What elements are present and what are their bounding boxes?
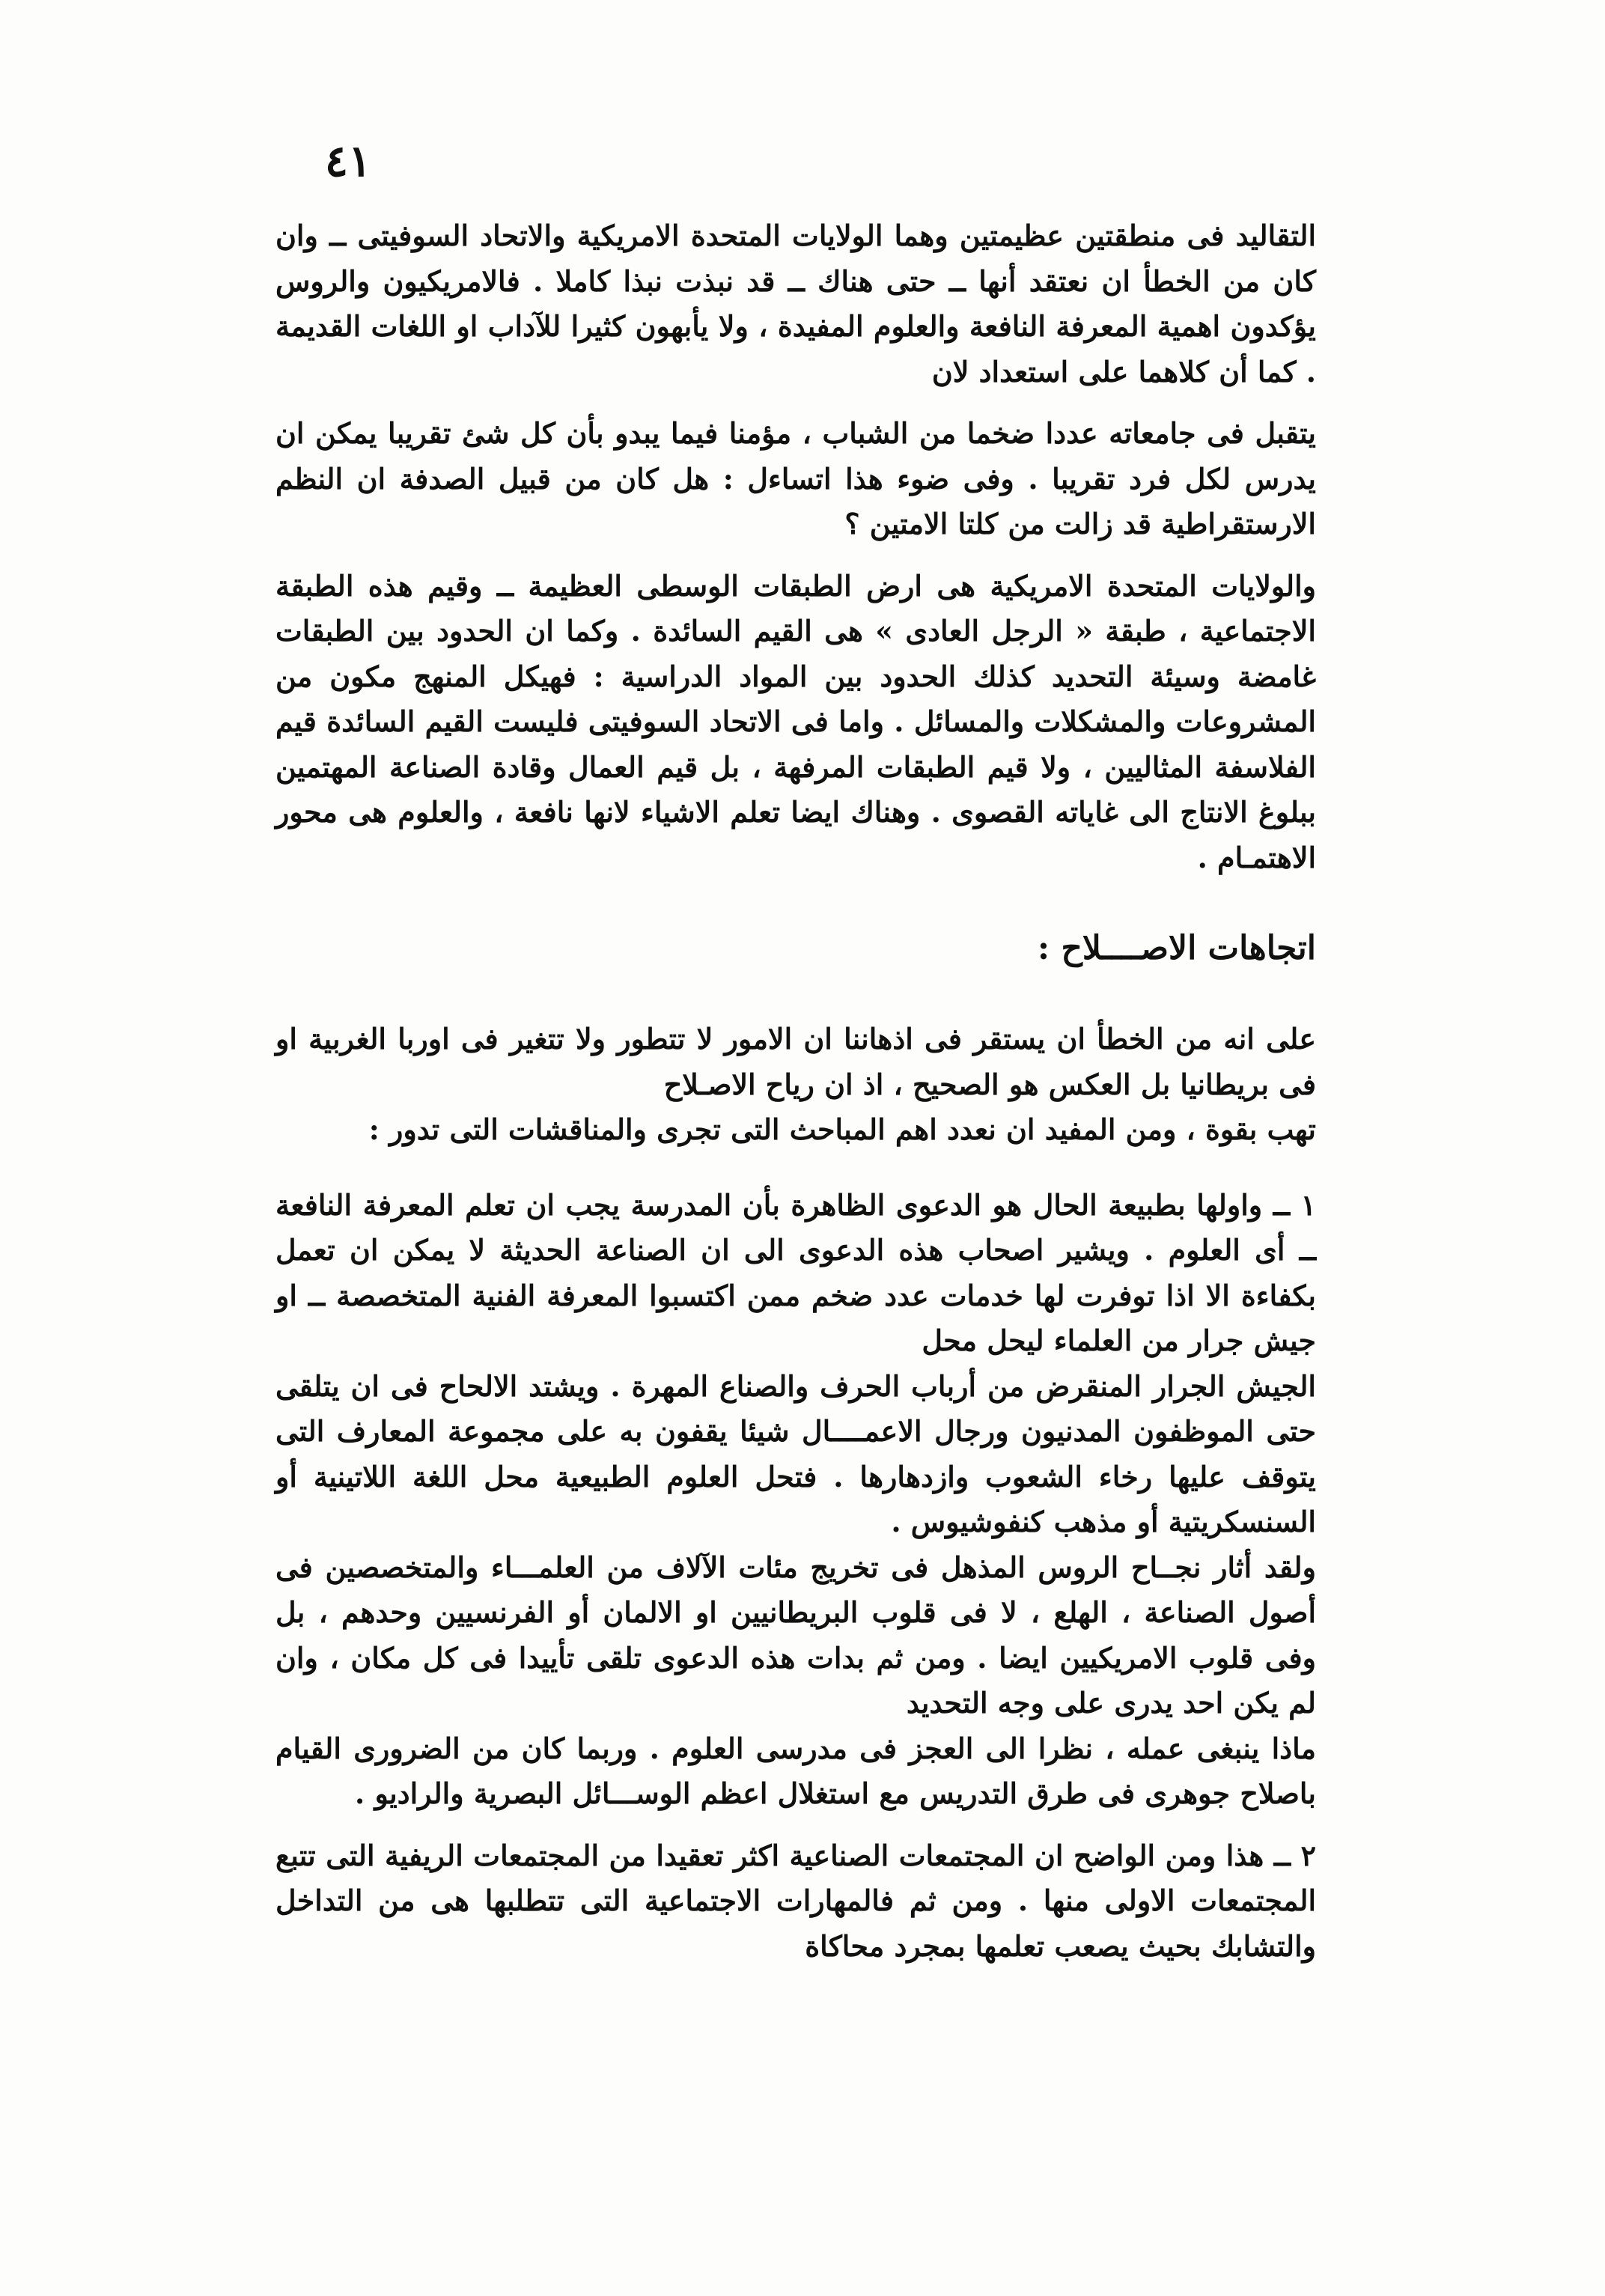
paragraph-gap [275, 395, 1316, 411]
page-number: ٤١ [324, 135, 372, 186]
paragraph-gap [275, 1817, 1316, 1833]
paragraph-7: الجيش الجرار المنقرض من أرباب الحرف والصناع المهرة . ويشتد الالحاح فى ان يتلقى حتى الموظفون المدنيون ورجال الاعمــــال شيئا يقفون به على مجموعة المعارف التى يتوقف عليها رخاء الشعوب وازدهارها . فتحل العلوم الطبيعية محل اللغة اللاتينية أو السنسكريتية أو مذهب كنفوشيوس . [275, 1368, 1316, 1538]
section-gap [275, 880, 1316, 924]
body-text [275, 213, 1316, 1969]
section-gap [275, 973, 1316, 1017]
paragraph-2: يتقبل فى جامعاته عددا ضخما من الشباب ، مؤمنا فيما يبدو بأن كل شئ تقريبا يمكن ان يدرس لكل فرد تقريبا . وفى ضوء هذا اتساءل : هل كان من قبيل الصدفة ان النظم الارستقراطية قد زالت من كلتا الامتين ؟ [275, 416, 1316, 540]
paragraph-3: والولايات المتحدة الامريكية هى ارض الطبقات الوسطى العظيمة ــ وقيم هذه الطبقة الاجتماعية ، طبقة « الرجل العادى » هى القيم السائدة . وكما ان الحدود بين الطبقات غامضة وسيئة التحديد كذلك الحدود بين المواد الدراسية : فهيكل المنهج مكون من المشروعات والمشكلات والمسائل . واما فى الاتحاد السوفيتى فليست القيم السائدة قيم الفلاسفة المثاليين ، ولا قيم الطبقات المرفهة ، بل قيم العمال وقادة الصناعة المهتمين ببلوغ الانتاج الى غاياته القصوى . وهناك ايضا تعلم الاشياء لانها نافعة ، والعلوم هى محور الاهتمـام . [275, 568, 1316, 874]
paragraph-8: ولقد أثار نجــاح الروس المذهل فى تخريج مئات الآلاف من العلمـــاء والمتخصصين فى أصول الصناعة ، الهلع ، لا فى قلوب البريطانيين او الالمان أو الفرنسيين وحدهم ، بل وفى قلوب الامريكيين ايضا . ومن ثم بدات هذه الدعوى تلقى تأييدا فى كل مكان ، وان لم يكن احد يدرى على وجه التحديد [275, 1550, 1316, 1720]
paragraph-5: تهب بقوة ، ومن المفيد ان نعدد اهم المباحث التى تجرى والمناقشات التى تدور : [368, 1112, 1316, 1146]
paragraph-9: ماذا ينبغى عمله ، نظرا الى العجز فى مدرسى العلوم . وربما كان من الضرورى القيام باصلاح جوهرى فى طرق التدريس مع استغلال اعظم الوســـائل البصرية والراديو . [275, 1731, 1316, 1810]
paragraph-4: على انه من الخطأ ان يستقر فى اذهاننا ان الامور لا تتطور ولا تتغير فى اوربا الغربية او فى بريطانيا بل العكس هو الصحيح ، اذ ان رياح الاصـلاح [275, 1022, 1316, 1101]
paragraph-10: ٢ ــ هذا ومن الواضح ان المجتمعات الصناعية اكثر تعقيدا من المجتمعات الريفية التى تتبع المجتمعات الاولى منها . ومن ثم فالمهارات الاجتماعية التى تتطلبها هى من التداخل والتشابك بحيث يصعب تعلمها بمجرد محاكاة [275, 1838, 1316, 1963]
paragraph-gap [275, 1153, 1316, 1183]
section-heading: اتجاهات الاصــــلاح : [1037, 929, 1316, 967]
paragraph-1: التقاليد فى منطقتين عظيمتين وهما الولايات المتحدة الامريكية والاتحاد السوفيتى ــ وان كان من الخطأ ان نعتقد أنها ــ حتى هناك ــ قد نبذت نبذا كاملا . فالامريكيون والروس يؤكدون اهمية المعرفة النافعة والعلوم المفيدة ، ولا يأبهون كثيرا للآداب او اللغات القديمة . كما أن كلاهما على استعداد لان [275, 219, 1316, 389]
paragraph-6: ١ ــ واولها بطبيعة الحال هو الدعوى الظاهرة بأن المدرسة يجب ان تعلم المعرفة النافعة ــ أى العلوم . ويشير اصحاب هذه الدعوى الى ان الصناعة الحديثة لا يمكن ان تعمل بكفاءة الا اذا توفرت لها خدمات عدد ضخم ممن اكتسبوا المعرفة الفنية المتخصصة ــ او جيش جرار من العلماء ليحل محل [275, 1187, 1316, 1357]
paragraph-gap [275, 547, 1316, 564]
